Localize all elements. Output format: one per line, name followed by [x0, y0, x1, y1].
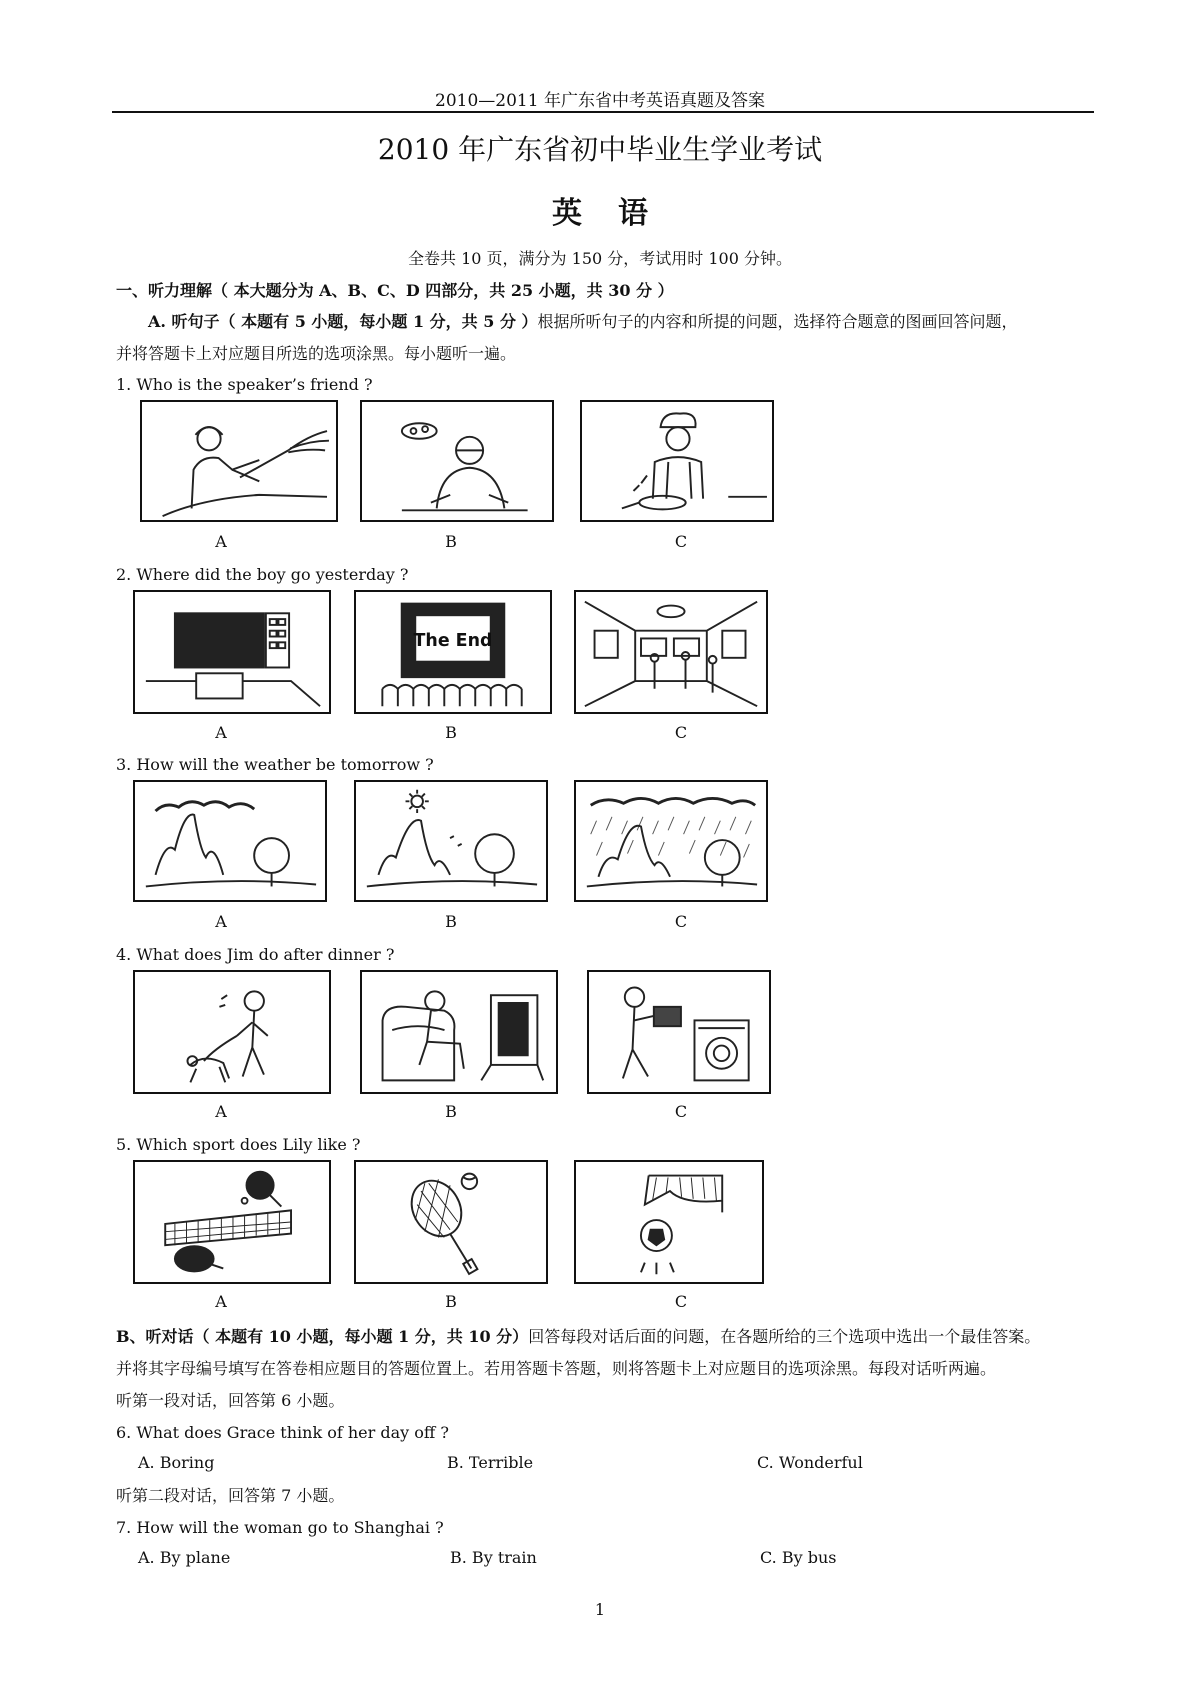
q7-option-a: A. By plane [138, 1548, 231, 1567]
option-letter-a: A [215, 1102, 227, 1121]
question-3: 3. How will the weather be tomorrow ? [116, 755, 434, 774]
picture-2b-cinema [354, 590, 552, 714]
screen-text: The End [413, 631, 493, 652]
option-letter-b: B [445, 912, 457, 931]
option-letter-a: A [215, 1292, 227, 1311]
picture-5a-table-tennis [133, 1160, 331, 1284]
q6-option-a: A. Boring [138, 1453, 215, 1472]
q6-option-c: C. Wonderful [757, 1453, 863, 1472]
part-a-lead: A. 听句子（ 本题有 5 小题，每小题 1 分，共 5 分 ） [148, 312, 538, 331]
picture-4c-laundry [587, 970, 771, 1094]
exam-subject: 英语 [552, 196, 684, 231]
picture-4a-walking-dog [133, 970, 331, 1094]
q6-option-b: B. Terrible [447, 1453, 534, 1472]
section-heading: 一、听力理解（ 本大题分为 A、B、C、D 四部分，共 25 小题，共 30 分 ） [116, 281, 674, 300]
picture-1a-firefighter [140, 400, 338, 522]
picture-1b-surgeon [360, 400, 554, 522]
option-letter-c: C [674, 912, 688, 931]
dialogue-2-intro: 听第二段对话，回答第 7 小题。 [116, 1486, 345, 1505]
header-rule [112, 111, 1094, 113]
option-letter-b: B [445, 1102, 457, 1121]
q7-option-c: C. By bus [760, 1548, 837, 1567]
question-7: 7. How will the woman go to Shanghai ? [116, 1518, 444, 1537]
part-a-instruction-cont: 并将答题卡上对应题目所选的选项涂黑。每小题听一遍。 [116, 344, 517, 363]
option-letter-c: C [674, 1292, 688, 1311]
picture-2c-gallery [574, 590, 768, 714]
part-b-instruction [116, 1325, 1106, 1349]
part-b-text: 回答每段对话后面的问题，在各题所给的三个选项中选出一个最佳答案。 [528, 1327, 1041, 1346]
exam-title: 2010 年广东省初中毕业生学业考试 [377, 133, 823, 166]
dialogue-1-intro: 听第一段对话，回答第 6 小题。 [116, 1391, 345, 1410]
option-letter-c: C [674, 532, 688, 551]
running-header: 2010—2011 年广东省中考英语真题及答案 [435, 91, 765, 111]
option-letter-a: A [215, 723, 227, 742]
picture-5c-football [574, 1160, 764, 1284]
question-6: 6. What does Grace think of her day off ? [116, 1423, 449, 1442]
picture-5b-tennis [354, 1160, 548, 1284]
part-a-text: 根据所听句子的内容和所提的问题，选择符合题意的图画回答问题， [537, 312, 1018, 331]
question-2: 2. Where did the boy go yesterday ? [116, 565, 409, 584]
option-letter-a: A [215, 532, 227, 551]
option-letter-b: B [445, 532, 457, 551]
picture-4b-watching-tv [360, 970, 558, 1094]
picture-3a-cloudy [133, 780, 327, 902]
picture-1c-cook [580, 400, 774, 522]
exam-note: 全卷共 10 页，满分为 150 分，考试用时 100 分钟。 [408, 249, 792, 268]
part-a-instruction [148, 310, 1108, 334]
part-b-instruction-cont: 并将其字母编号填写在答卷相应题目的答题位置上。若用答题卡答题，则将答题卡上对应题目的选项涂黑。每段对话听两遍。 [116, 1359, 997, 1378]
picture-2a-tv-room [133, 590, 331, 714]
page-number: 1 [594, 1600, 606, 1619]
picture-3c-rainy [574, 780, 768, 902]
option-letter-b: B [445, 723, 457, 742]
part-b-lead: B、听对话（ 本题有 10 小题，每小题 1 分，共 10 分） [116, 1327, 529, 1346]
option-letter-c: C [674, 1102, 688, 1121]
picture-3b-sunny [354, 780, 548, 902]
question-4: 4. What does Jim do after dinner ? [116, 945, 395, 964]
option-letter-b: B [445, 1292, 457, 1311]
option-letter-c: C [674, 723, 688, 742]
q7-option-b: B. By train [450, 1548, 537, 1567]
question-1: 1. Who is the speaker’s friend ? [116, 375, 373, 394]
question-5: 5. Which sport does Lily like ? [116, 1135, 361, 1154]
option-letter-a: A [215, 912, 227, 931]
